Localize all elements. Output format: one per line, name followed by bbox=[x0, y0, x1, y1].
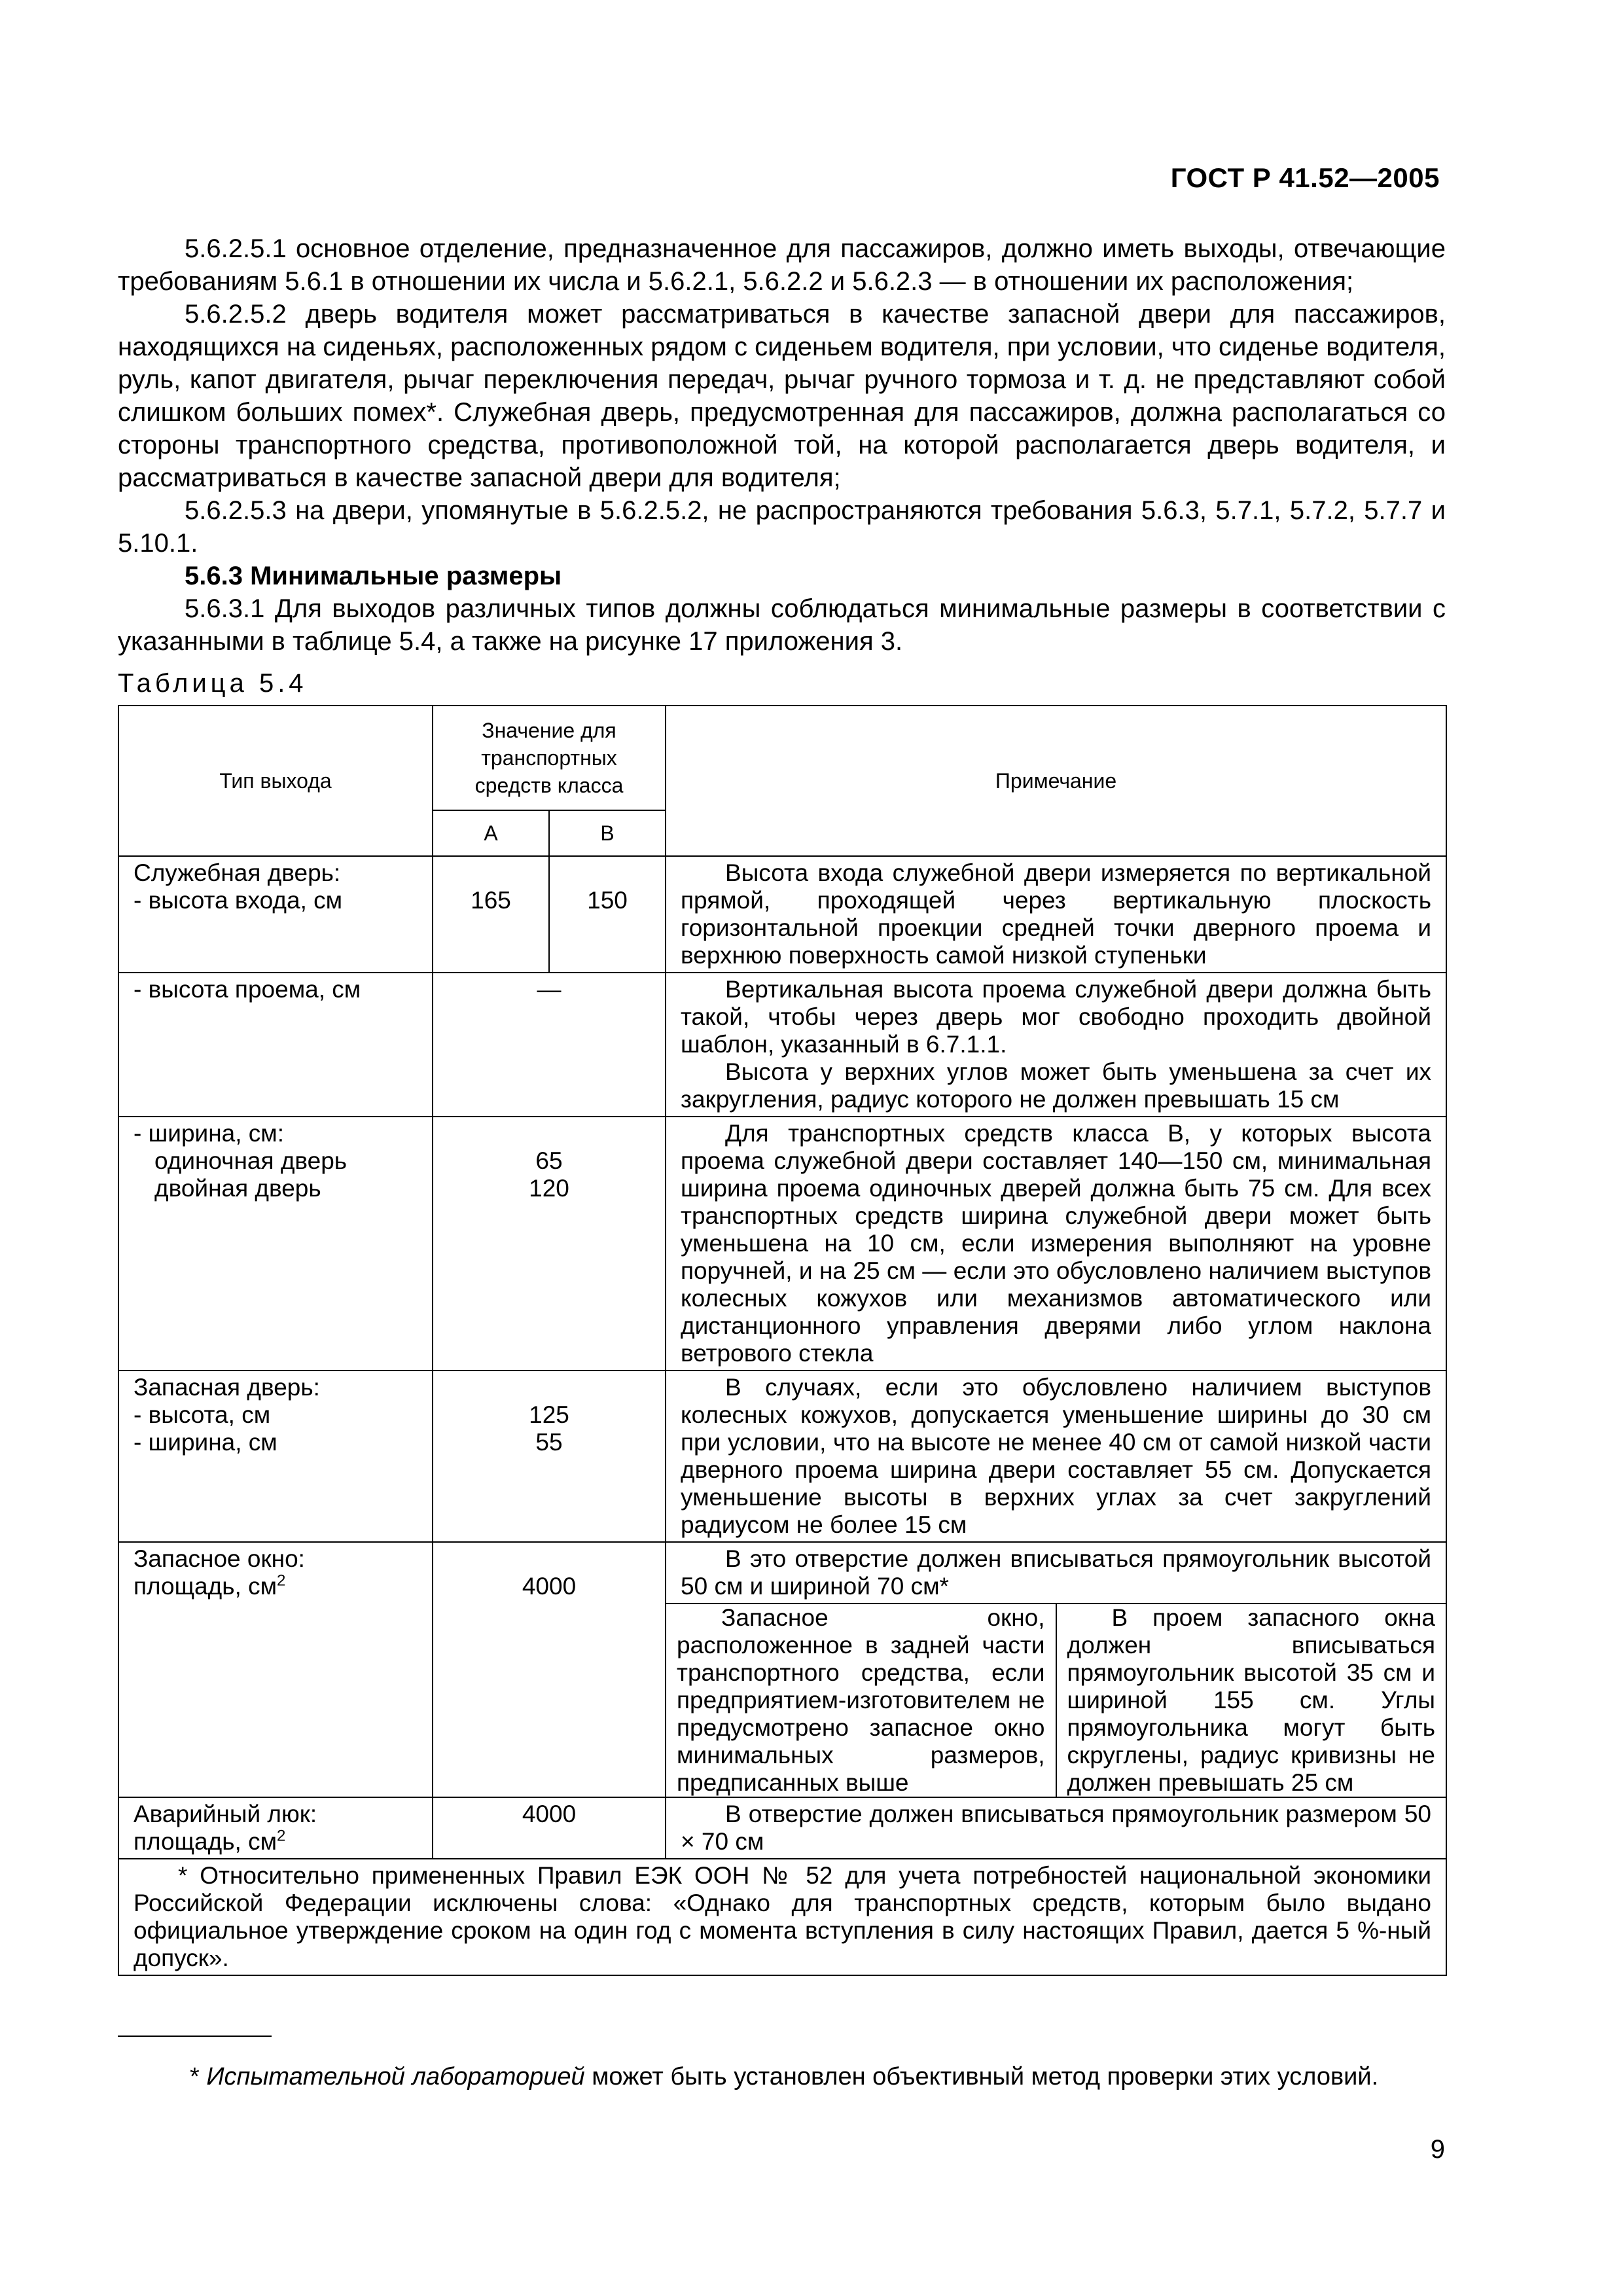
table-row bbox=[118, 1117, 1446, 1371]
header-class-a: А bbox=[433, 810, 549, 856]
value-cell: 4000 bbox=[433, 1797, 666, 1859]
spare-window-subtable bbox=[666, 1604, 1446, 1797]
header-note: Примечание bbox=[666, 706, 1446, 856]
row-type-cell: Служебная дверь: - высота входа, см bbox=[118, 856, 433, 973]
table-footnote: * Относительно примененных Правил ЕЭК ООН № 52 для учета потребностей национальной экономики Российской Федерации исключены слова: «Однако для транспортных средств, которым было выдано официальное утверждение сроком на один год с момента вступления в силу настоящих Правил, дается 5 %-ный допуск». bbox=[118, 1859, 1446, 1975]
paragraph-5-6-2-5-3: 5.6.2.5.3 на двери, упомянутые в 5.6.2.5.2, не распространяются требования 5.6.3, 5.7.1, 5.7.2, 5.7.7 и 5.10.1. bbox=[118, 496, 1446, 558]
page-footnote: * Испытательной лабораторией может быть установлен объективный метод проверки этих условий. bbox=[190, 2063, 1379, 2090]
value-cell: 65 120 bbox=[433, 1117, 666, 1371]
table-row bbox=[118, 1371, 1446, 1542]
table-row bbox=[118, 1542, 1446, 1797]
document-id-header: ГОСТ Р 41.52—2005 bbox=[1170, 162, 1440, 193]
row-note-cell: Вертикальная высота проема служебной двери должна быть такой, чтобы через дверь мог свободно проходить двойной шаблон, указанный в 6.7.1.1. Высота у верхних углов может быть уменьшена за счет их закругления, радиус которого не должен превышать 15 см bbox=[666, 973, 1446, 1117]
section-heading: 5.6.3 Минимальные размеры bbox=[185, 562, 562, 590]
paragraph-5-6-2-5-2: 5.6.2.5.2 дверь водителя может рассматриваться в качестве запасной двери для пассажиров, находящихся на сиденьях, расположенных рядом с сиденьем водителя, при условии, что сиденье водителя, руль, капот двигателя, рычаг переключения передач, рычаг ручного тормоза и т. д. не представляют собой слишком больших помех*. Служебная дверь, предусмотренная для пассажиров, должна располагаться со стороны транспортного средства, противоположной той, на которой располагается дверь водителя, и рассматриваться в качестве запасной двери для водителя; bbox=[118, 300, 1446, 492]
table-caption: Таблица 5.4 bbox=[118, 669, 308, 698]
row-note-cell: В отверстие должен вписываться прямоугольник размером 50 × 70 см bbox=[666, 1797, 1446, 1859]
row-type-cell: - высота проема, см bbox=[118, 973, 433, 1117]
dimensions-table bbox=[118, 705, 1447, 1976]
header-class-b: В bbox=[549, 810, 666, 856]
row-type-cell: Запасное окно: площадь, $см^2$ bbox=[118, 1542, 433, 1797]
value-class-b: 150 bbox=[549, 856, 666, 973]
page-number: 9 bbox=[1430, 2135, 1445, 2164]
rear-window-note: Запасное окно, расположенное в задней части транспортного средства, если предприятием-изготовителем не предусмотрено запасное окно минимальных размеров, предписанных выше bbox=[666, 1604, 1056, 1797]
row-type-cell: Запасная дверь: - высота, см - ширина, см bbox=[118, 1371, 433, 1542]
header-exit-type: Тип выхода bbox=[118, 706, 433, 856]
table-row bbox=[118, 1797, 1446, 1859]
row-note-cell: В случаях, если это обусловлено наличием выступов колесных кожухов, допускается уменьшение ширины до 30 см при условии, что на высоте не менее 40 см от самой низкой части дверного проема ширина двери составляет 55 см. Допускается уменьшение высоты в верхних углах за счет закруглений радиусом не более 15 см bbox=[666, 1371, 1446, 1542]
table-footnote-row bbox=[118, 1859, 1446, 1975]
value-cell: 125 55 bbox=[433, 1371, 666, 1542]
header-value: Значение для транспортных средств класса bbox=[433, 706, 666, 810]
window-rectangle-note: В проем запасного окна должен вписываться прямоугольник высотой 35 см и шириной 155 см. Углы прямоугольника могут быть скруглены, радиус кривизны не должен превышать 25 см bbox=[1067, 1604, 1436, 1796]
row-note-cell: Для транспортных средств класса В, у которых высота проема служебной двери составляет 140—150 см, минимальная ширина проема одиночных дверей должна быть 75 см. Для всех транспортных средств ширина служебной двери может быть уменьшена на 10 см, если измерения выполняют на уровне поручней, и на 25 см — если это обусловлено наличием выступов колесных кожухов или механизмов автоматического или дистанционного управления дверями либо углом наклона ветрового стекла bbox=[666, 1117, 1446, 1371]
table-row bbox=[118, 856, 1446, 973]
row-note-cell: В это отверстие должен вписываться прямоугольник высотой 50 см и шириной 70 см* Запасное окно, расположенное в задней части транспортного средства, если предприятием-изготовителем не предусмотрено запасное окно минимальных размеров, предписанных выше В проем запасного окна должен вписываться прямоугольник высотой 35 см и шириной 155 см. Углы прямоугольника могут быть скруглены, радиус кривизны не должен превышать 25 см bbox=[666, 1542, 1446, 1797]
row-note-cell: Высота входа служебной двери измеряется по вертикальной прямой, проходящей через вертикальную плоскость горизонтальной проекции средней точки дверного проема и верхнюю поверхность самой низкой ступеньки bbox=[666, 856, 1446, 973]
body-text bbox=[118, 232, 1446, 711]
paragraph-5-6-3-1: 5.6.3.1 Для выходов различных типов должны соблюдаться минимальные размеры в соответствии с указанными в таблице 5.4, а также на рисунке 17 приложения 3. bbox=[118, 594, 1446, 656]
table-row bbox=[118, 973, 1446, 1117]
value-cell: — bbox=[433, 973, 666, 1117]
paragraph-5-6-2-5-1: 5.6.2.5.1 основное отделение, предназначенное для пассажиров, должно иметь выходы, отвечающие требованиям 5.6.1 в отношении их числа и 5.6.2.1, 5.6.2.2 и 5.6.2.3 — в отношении их расположения; bbox=[118, 234, 1446, 296]
value-class-a: 165 bbox=[433, 856, 549, 973]
row-type-cell: - ширина, см: одиночная дверь двойная дверь bbox=[118, 1117, 433, 1371]
row-type-cell: Аварийный люк: площадь, $см^2$ bbox=[118, 1797, 433, 1859]
value-cell: 4000 bbox=[433, 1542, 666, 1797]
footnote-divider bbox=[118, 2036, 272, 2037]
